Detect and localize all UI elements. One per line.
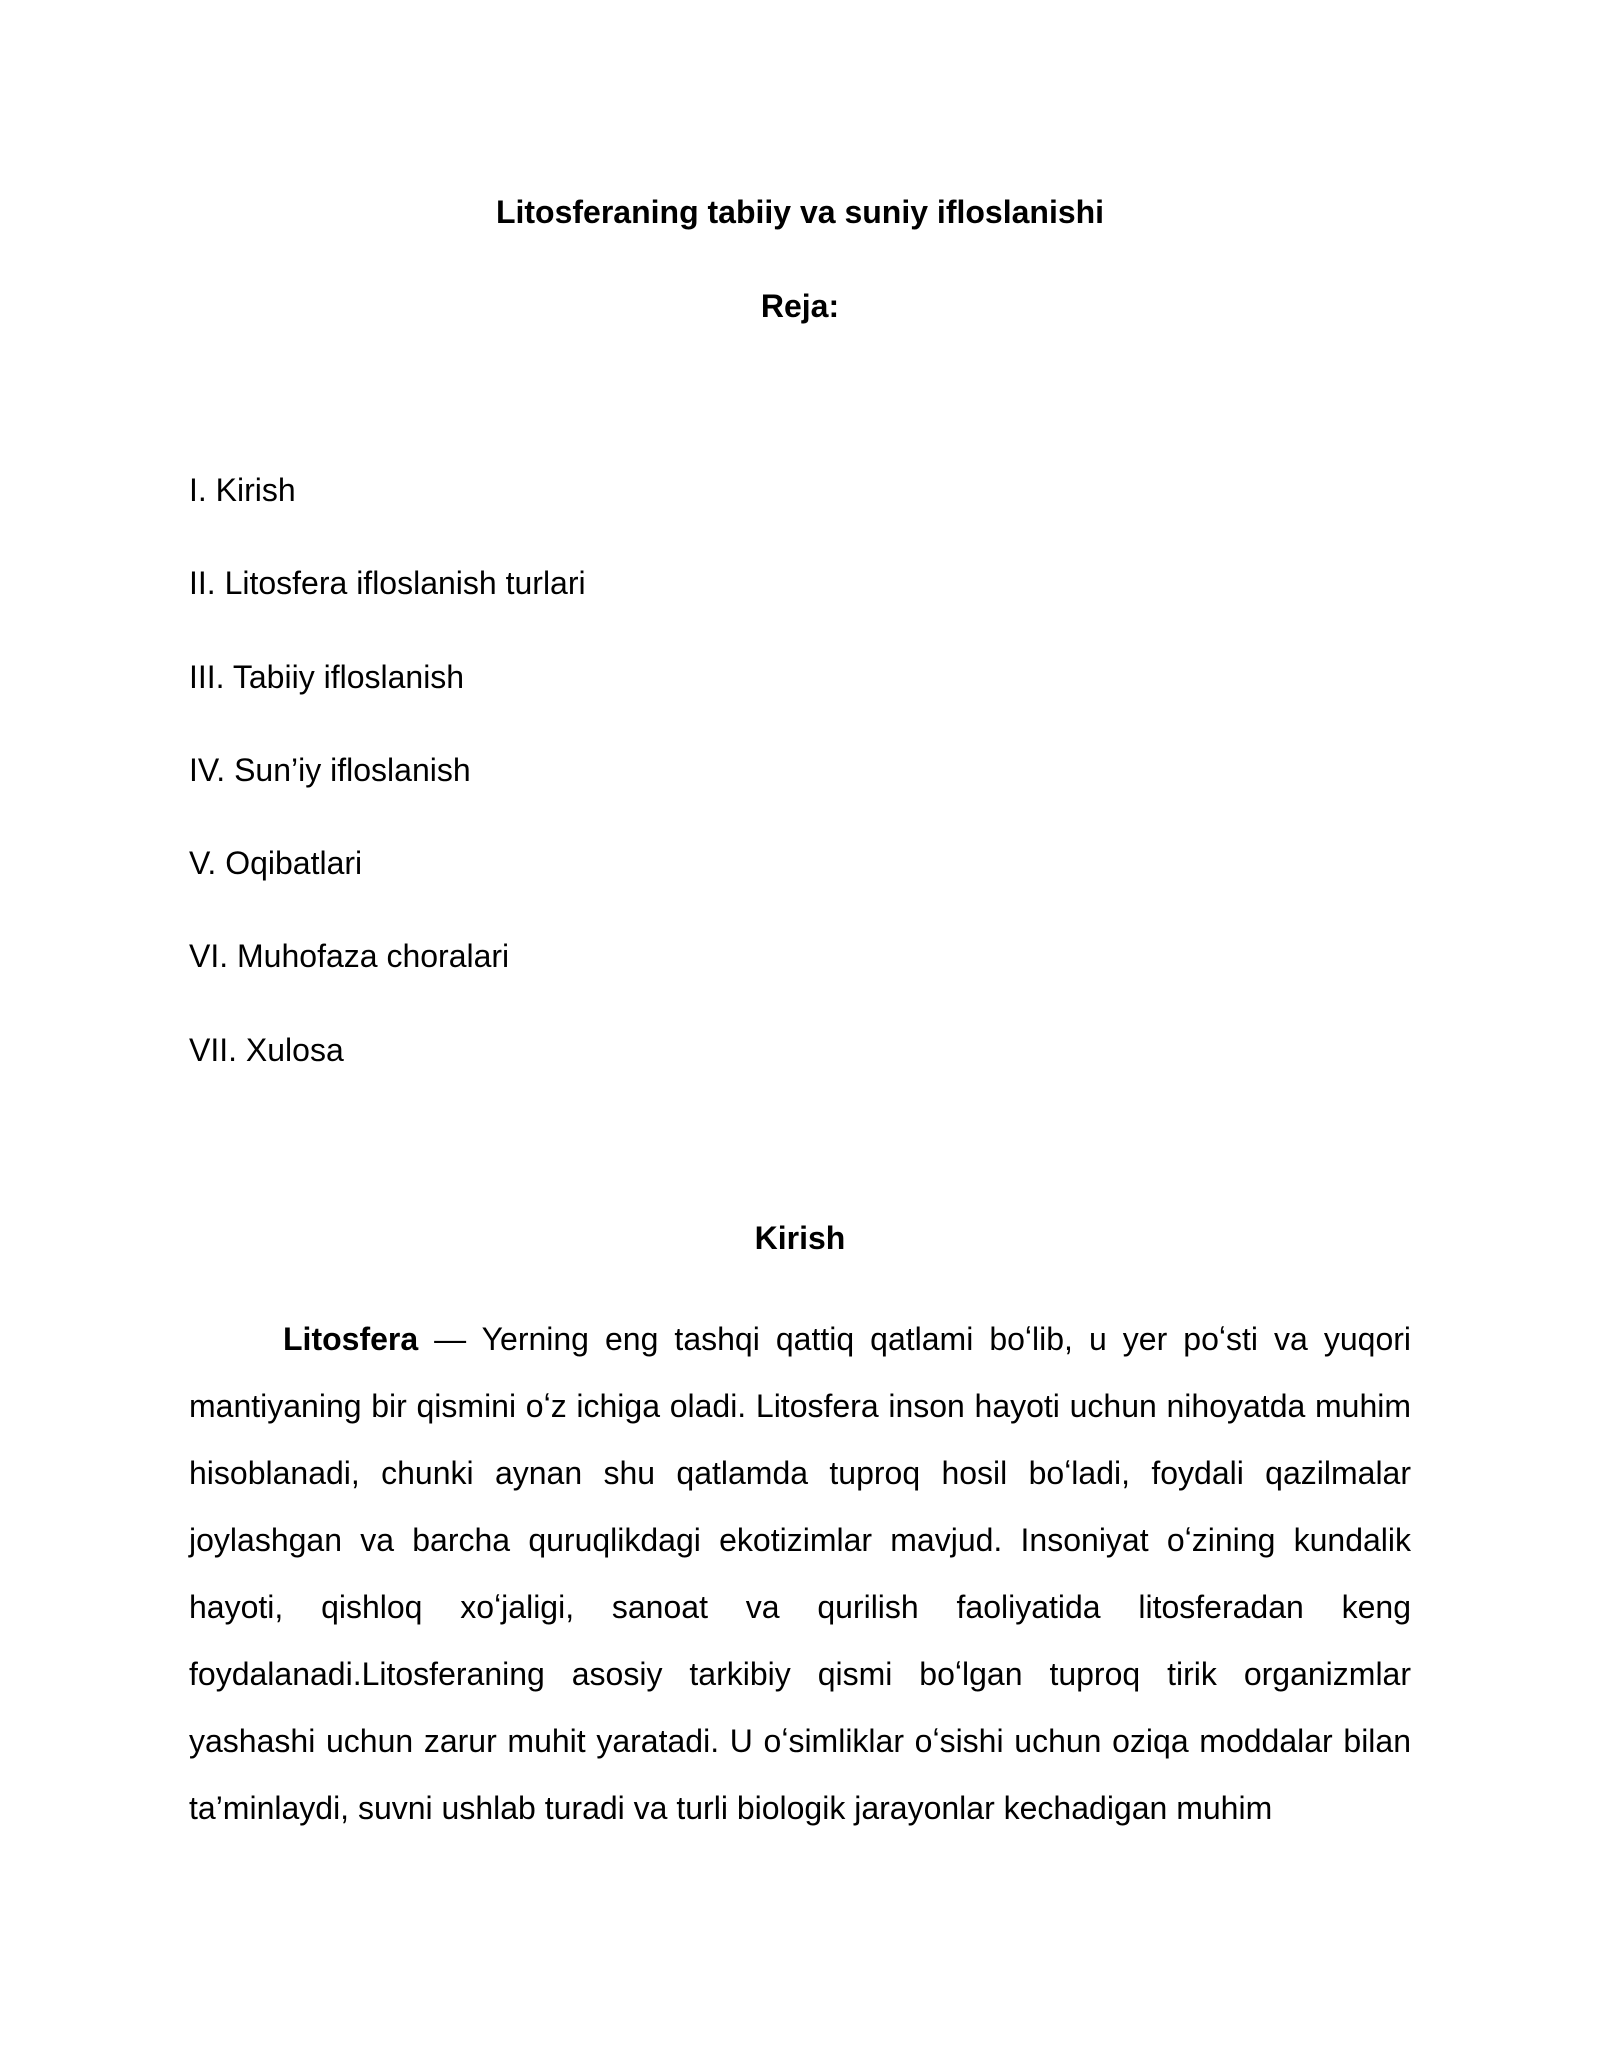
plan-list: [189, 466, 586, 1119]
plan-item: I. Kirish: [189, 472, 296, 508]
plan-item: II. Litosfera ifloslanish turlari: [189, 565, 586, 602]
document-title: Litosferaning tabiiy va suniy ifloslanishi: [495, 194, 1105, 230]
intro-paragraph: [189, 1306, 1411, 1842]
plan-item: VII. Xulosa: [189, 1031, 344, 1068]
intro-lead-term: Litosfera: [283, 1321, 419, 1357]
plan-item: III. Tabiiy ifloslanish: [189, 658, 465, 695]
plan-item: IV. Sun’iy ifloslanish: [189, 751, 471, 788]
intro-text: — Yerning eng tashqi qattiq qatlami boʻlib, u yer poʻsti va yuqori mantiyaning bir qismini oʻz ichiga oladi. Litosfera inson hayoti uchun nihoyatda muhim hisoblanadi, chunki aynan shu qatlamda tuproq hosil boʻladi, foydali qazilmalar joylashgan va barcha quruqlikdagi ekotizimlar mavjud. Insoniyat oʻzining kundalik hayoti, qishloq xoʻjaligi, sanoat va qurilish faoliyatida litosferadan keng foydalanadi.Litosferaning asosiy tarkibiy qismi boʻlgan tuproq tirik organizmlar yashashi uchun zarur muhit yaratadi. U oʻsimliklar oʻsishi uchun oziqa moddalar bilan ta’minlaydi, suvni ushlab turadi va turli biologik jarayonlar kechadigan muhim: [189, 1321, 1411, 1826]
plan-heading: Reja:: [760, 288, 840, 324]
plan-item: VI. Muhofaza choralari: [189, 938, 510, 975]
plan-item: V. Oqibatlari: [189, 845, 363, 882]
section-heading-kirish: Kirish: [754, 1220, 846, 1256]
